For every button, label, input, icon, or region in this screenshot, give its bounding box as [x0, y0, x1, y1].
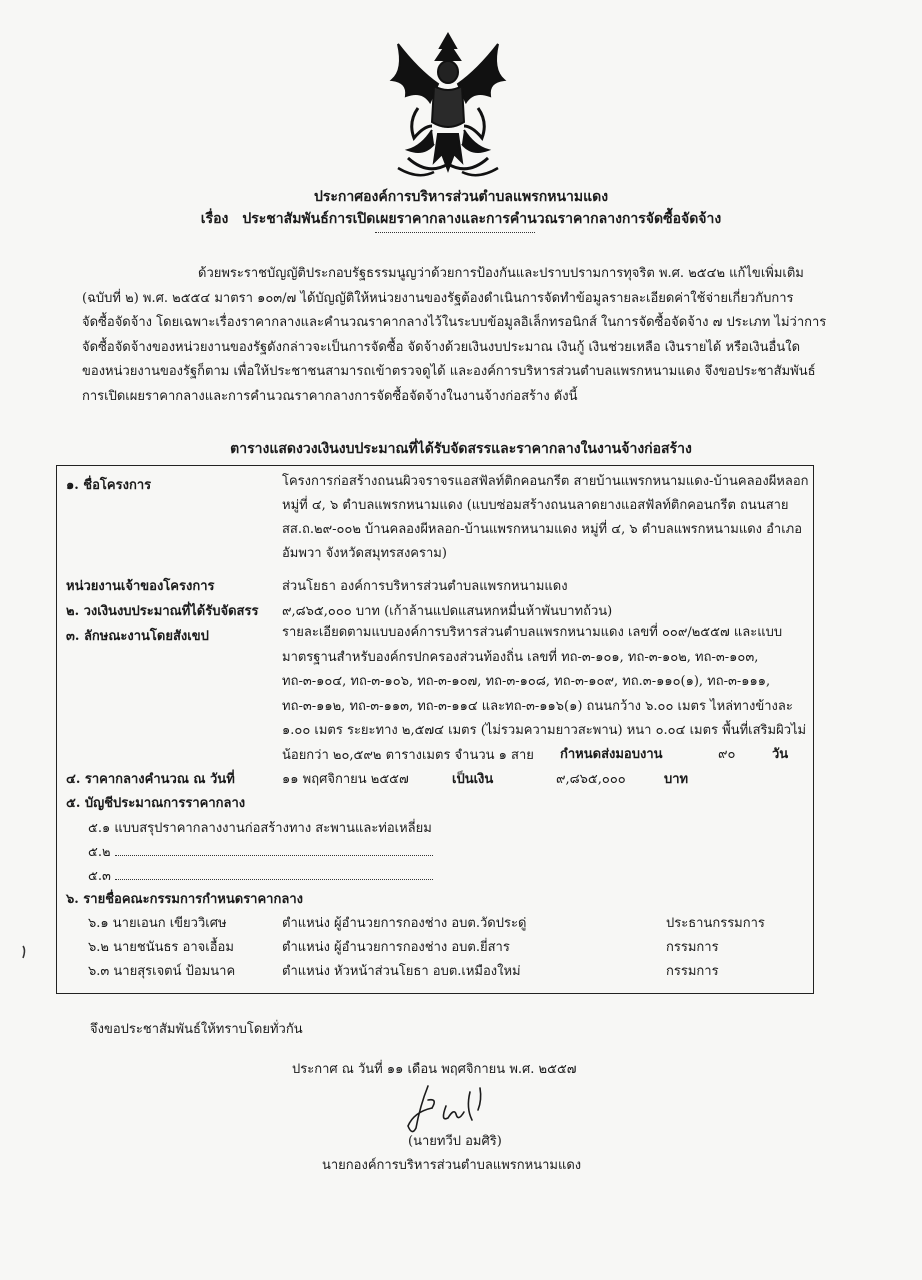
owner-label: หน่วยงานเจ้าของโครงการ — [66, 579, 215, 594]
work-label: ๓. ลักษณะงานโดยสังเขป — [66, 629, 209, 644]
subject-text: ประชาสัมพันธ์การเปิดเผยราคากลางและการคำนวณราคากลางการจัดซื้อจัดจ้าง — [242, 211, 722, 227]
project-name — [282, 470, 809, 566]
intro-line: การเปิดเผยราคากลางและการคำนวณราคากลางการจัดซื้อจัดจ้างในงานจ้างก่อสร้าง ดังนี้ — [82, 388, 578, 404]
committee-member-position: ตำแหน่ง หัวหน้าส่วนโยธา อบต.เหมืองใหม่ — [282, 964, 521, 979]
bom-item-label: ๕.๓ — [88, 869, 111, 884]
bom-item: ๕.๑ แบบสรุปราคากลางงานก่อสร้างทาง สะพานและท่อเหลี่ยม — [88, 821, 432, 836]
committee-member-role: ประธานกรรมการ — [666, 916, 765, 931]
work-line: รายละเอียดตามแบบองค์การบริหารส่วนตำบลแพรกหนามแดง เลขที่ ๐๐๙/๒๕๕๗ และแบบ — [282, 625, 783, 640]
work-line: ทถ-๓-๑๐๔, ทถ-๓-๑๐๖, ทถ-๓-๑๐๗, ทถ-๓-๑๐๘, ทถ-๓-๑๐๙, ทถ.๓-๑๑๐(๑), ทถ-๓-๑๑๑, — [282, 674, 771, 689]
delivery-days: ๙๐ — [718, 747, 736, 762]
committee-member-position: ตำแหน่ง ผู้อำนวยการกองช่าง อบต.ยี่สาร — [282, 940, 510, 955]
table-title: ตารางแสดงวงเงินงบประมาณที่ได้รับจัดสรรและราคากลางในงานจ้างก่อสร้าง — [230, 441, 692, 457]
work-line: น้อยกว่า ๒๐,๕๙๒ ตารางเมตร จำนวน ๑ สาย — [282, 747, 534, 763]
intro-line: (ฉบับที่ ๒) พ.ศ. ๒๕๕๔ มาตรา ๑๐๓/๗ ได้บัญญัติให้หน่วยงานของรัฐต้องดำเนินการจัดทำข้อมูลรายละเอียดค่าใช้จ่ายเกี่ยวกับการ — [82, 290, 794, 306]
announcement-subject — [0, 208, 922, 230]
scan-mark-icon — [18, 944, 28, 960]
subject-prefix: เรื่อง — [200, 211, 229, 227]
committee-member-role: กรรมการ — [666, 940, 719, 955]
delivery-unit: วัน — [772, 747, 789, 762]
price-unit: บาท — [664, 772, 689, 787]
intro-line: จัดซื้อจัดจ้าง โดยเฉพาะเรื่องราคากลางและคำนวณราคากลางไว้ในระบบข้อมูลอิเล็กทรอนิกส์ ในการจัดซื้อจัดจ้าง ๗ ประเภท ไม่ว่าการ — [82, 315, 827, 331]
project-label: ๑. ชื่อโครงการ — [66, 478, 152, 493]
budget-label: ๒. วงเงินงบประมาณที่ได้รับจัดสรร — [66, 604, 259, 619]
signature-icon — [398, 1078, 518, 1138]
price-amount-label: เป็นเงิน — [452, 772, 494, 787]
committee-member-name: ๖.๑ นายเอนก เขียววิเศษ — [88, 916, 227, 931]
intro-line: ด้วยพระราชบัญญัติประกอบรัฐธรรมนูญว่าด้วยการป้องกันและปราบปรามการทุจริต พ.ศ. ๒๕๔๒ แก้ไขเพิ่มเติม — [198, 266, 804, 281]
delivery-label: กำหนดส่งมอบงาน — [560, 747, 663, 762]
intro-line: จัดซื้อจัดจ้างของหน่วยงานของรัฐดังกล่าวจะเป็นการจัดซื้อ จัดจ้างด้วยเงินงบประมาณ เงินกู้ เงินช่วยเหลือ เงินรายได้ หรือเงินอื่นใด — [82, 339, 801, 355]
committee-member-position: ตำแหน่ง ผู้อำนวยการกองช่าง อบต.วัดประดู่ — [282, 916, 527, 931]
work-line: มาตรฐานสำหรับองค์กรปกครองส่วนท้องถิ่น เลขที่ ทถ-๓-๑๐๑, ทถ-๓-๑๐๒, ทถ-๓-๑๐๓, — [282, 649, 759, 665]
committee-label: ๖. รายชื่อคณะกรรมการกำหนดราคากลาง — [66, 892, 303, 907]
closing-note: จึงขอประชาสัมพันธ์ให้ทราบโดยทั่วกัน — [90, 1022, 303, 1037]
intro-paragraph — [82, 262, 827, 410]
bom-item — [88, 865, 433, 886]
bom-label: ๕. บัญชีประมาณการราคากลาง — [66, 796, 246, 811]
bom-item — [88, 841, 433, 862]
price-date: ๑๑ พฤศจิกายน ๒๕๕๗ — [282, 772, 409, 787]
blank-line — [115, 879, 433, 880]
work-line: ทถ-๓-๑๑๒, ทถ-๓-๑๑๓, ทถ-๓-๑๑๔ และทถ-๓-๑๑๖(๑) ถนนกว้าง ๖.๐๐ เมตร ไหล่ทางข้างละ — [282, 698, 793, 714]
garuda-emblem-icon — [378, 30, 518, 180]
signer-title: นายกองค์การบริหารส่วนตำบลแพรกหนามแดง — [322, 1158, 582, 1173]
project-line: สส.ถ.๒๙-๐๐๒ บ้านคลองผีหลอก-บ้านแพรกหนามแดง หมู่ที่ ๔, ๖ ตำบลแพรกหนามแดง อำเภอ — [282, 522, 803, 537]
title-divider — [375, 232, 535, 233]
signer-name: (นายทวีป อมศิริ) — [408, 1134, 502, 1149]
work-line: ๑.๐๐ เมตร ระยะทาง ๒,๕๗๔ เมตร (ไม่รวมความยาวสะพาน) หนา ๐.๐๔ เมตร พื้นที่เสริมผิวไม่ — [282, 723, 807, 738]
intro-line: ของหน่วยงานของรัฐก็ตาม เพื่อให้ประชาชนสามารถเข้าตรวจดูได้ และองค์การบริหารส่วนตำบลแพรกหนามแดง จึงขอประชาสัมพันธ์ — [82, 364, 816, 380]
project-line: โครงการก่อสร้างถนนผิวจราจรแอสฟัลท์ติกคอนกรีต สายบ้านแพรกหนามแดง-บ้านคลองผีหลอก — [282, 474, 809, 489]
budget-value: ๙,๘๖๕,๐๐๐ บาท (เก้าล้านแปดแสนหกหมื่นห้าพันบาทถ้วน) — [282, 604, 613, 619]
blank-line — [115, 855, 433, 856]
price-amount: ๙,๘๖๕,๐๐๐ — [556, 772, 626, 787]
project-line: หมู่ที่ ๔, ๖ ตำบลแพรกหนามแดง (แบบซ่อมสร้างถนนลาดยางแอสฟัลท์ติกคอนกรีต ถนนสาย — [282, 498, 789, 513]
committee-member-name: ๖.๒ นายชนันธร อาจเอื้อม — [88, 940, 234, 955]
bom-item-label: ๕.๒ — [88, 845, 111, 860]
owner-value: ส่วนโยธา องค์การบริหารส่วนตำบลแพรกหนามแดง — [282, 579, 568, 594]
committee-member-name: ๖.๓ นายสุรเจตน์ ป้อมนาค — [88, 964, 236, 979]
committee-member-role: กรรมการ — [666, 964, 719, 979]
project-line: อัมพวา จังหวัดสมุทรสงคราม) — [282, 546, 447, 561]
announcement-date: ประกาศ ณ วันที่ ๑๑ เดือน พฤศจิกายน พ.ศ. ๒๕๕๗ — [292, 1062, 577, 1077]
price-label: ๔. ราคากลางคำนวณ ณ วันที่ — [66, 772, 235, 787]
announcement-title: ประกาศองค์การบริหารส่วนตำบลแพรกหนามแดง — [313, 189, 609, 205]
